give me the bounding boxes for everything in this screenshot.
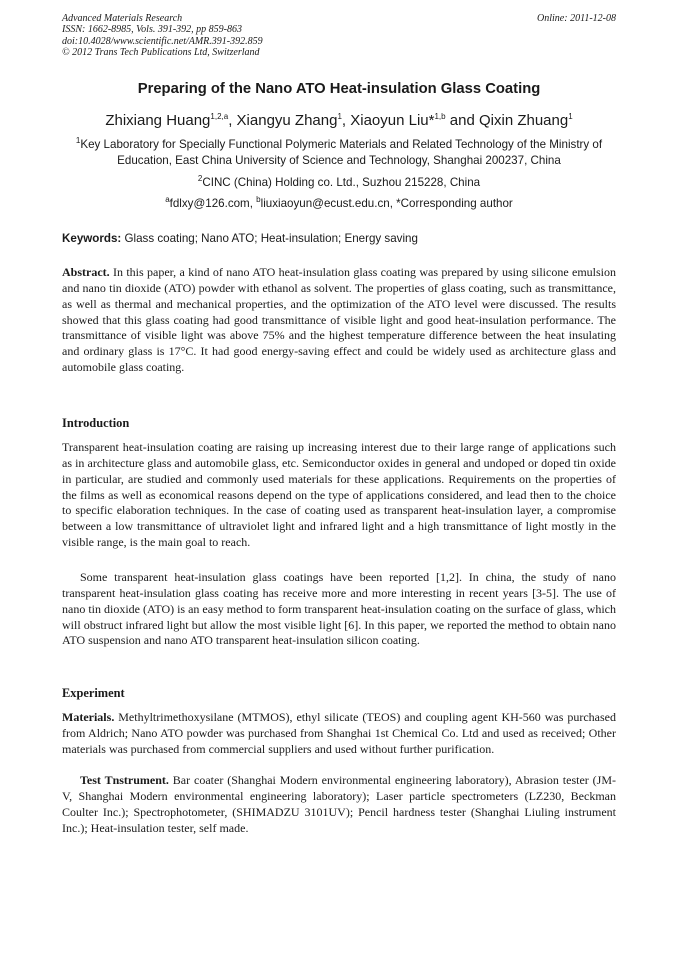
issn-line: ISSN: 1662-8985, Vols. 391-392, pp 859-863: [62, 24, 242, 36]
author-superscript: 1,2,a: [210, 112, 229, 121]
materials-label: Materials.: [62, 710, 115, 724]
introduction-paragraph-2: Some transparent heat-insulation glass coatings have been reported [1,2]. In china, the study of nano transparent heat-insulation glass coating has receive more and more interesting in recent years [3-5]. The use of nano tin dioxide (ATO) is an easy method to form transparent heat-insulation coating on the surface of glass, which will obstruct infrared light but allow the most visible light [6]. In this paper, we reported the method to obtain nano ATO suspension and nano ATO transparent heat-insulation silicon coating.: [62, 570, 616, 648]
author-name: Zhixiang Huang: [105, 112, 211, 129]
abstract: [62, 265, 616, 376]
paper-title: Preparing of the Nano ATO Heat-insulation Glass Coating: [137, 81, 541, 97]
author-name: Xiangyu Zhang: [236, 112, 338, 129]
author-separator: and: [445, 112, 479, 129]
author-separator: ,: [228, 112, 237, 129]
email-marker: a: [165, 195, 170, 205]
affiliation-text: CINC (China) Holding co. Ltd., Suzhou 215228, China: [202, 176, 481, 189]
introduction-paragraph-1: Transparent heat-insulation coating are raising up increasing interest due to their large range of applications such as in architecture glass and automobile glass, etc. Semiconductor oxides in general and undoped or doped tin oxide in particular, are studied and commonly used materials for these applications. Requirements on the properties of the films as well as economical reasons depend on the type of applications considered, and lead then to the choice to specific elaboration techniques. In the case of coating used as transparent heat-insulation layer, a compromise between a low transmittance of ultraviolet light and infrared light and a high transmittance of light mostly in the visible range, is the main goal to reach.: [62, 440, 616, 550]
email-text: fdlxy@126.com,: [169, 197, 257, 210]
abstract-label: Abstract.: [62, 265, 110, 279]
author-superscript: 1: [568, 112, 573, 121]
email-text: liuxiaoyun@ecust.edu.cn, *Corresponding author: [260, 197, 513, 210]
author-superscript: 1: [337, 112, 342, 121]
affiliation-text: Key Laboratory for Specially Functional Polymeric Materials and Related Technology of the Ministry of Education, East China University of Science and Technology, Shanghai 200237, China: [80, 138, 603, 167]
instrument-text: Bar coater (Shanghai Modern environmental engineering laboratory), Abrasion tester (JM-V, Shanghai Modern environmental engineering laboratory); Laser particle spectrometers (LZ230, Beckman Coulter Inc.); Spectrophotometer, (SHIMADZU 3101UV); Pencil hardness tester (Shanghai Liuling instrument Inc.); Heat-insulation tester, self made.: [62, 773, 616, 835]
instrument-label: Test Tnstrument.: [80, 773, 169, 787]
affiliation-2: [62, 175, 616, 191]
email-marker: b: [256, 195, 261, 205]
author-name: Qixin Zhuang: [478, 112, 569, 129]
journal-header: [62, 13, 616, 58]
section-heading-introduction: Introduction: [62, 416, 130, 430]
copyright-line: © 2012 Trans Tech Publications Ltd, Switzerland: [62, 46, 260, 58]
author-separator: ,: [341, 112, 351, 129]
author-name: Xiaoyun Liu*: [350, 112, 435, 129]
keywords: [62, 232, 616, 245]
keywords-text: Glass coating; Nano ATO; Heat-insulation; Energy saving: [121, 232, 418, 245]
affiliation-marker: 1: [75, 136, 81, 146]
materials-text: Methyltrimethoxysilane (MTMOS), ethyl silicate (TEOS) and coupling agent KH-560 was purchased from Aldrich; Nano ATO powder was purchased from Shanghai 1st Chemical Co. Ltd and used as received; Other materials was purchased from commercial suppliers and used without further purification.: [62, 710, 616, 756]
affiliation-1: [62, 137, 616, 168]
affiliation-marker: 2: [197, 174, 203, 184]
materials-paragraph: [62, 710, 616, 758]
abstract-text: In this paper, a kind of nano ATO heat-insulation glass coating was prepared by using silicone emulsion and nano tin dioxide (ATO) powder with ethanol as solvent. The properties of glass coating, such as transmittance, as well as thermal and mechanical properties, and the optimization of the ATO level were discussed. The results showed that this glass coating had good transmittance of visible light and good heat-insulation performance. The transmittance of visible light was above 75% and the highest temperature difference between the heat insulating and ordinary glass is 17°C. It had good energy-saving effect and could be widely used as architecture glass and automobile glass coating.: [62, 265, 616, 375]
online-date: Online: 2011-12-08: [537, 13, 616, 24]
author-emails: [62, 196, 616, 212]
doi-line: doi:10.4028/www.scientific.net/AMR.391-392.859: [62, 35, 263, 47]
keywords-label: Keywords:: [62, 232, 122, 245]
instrument-paragraph: [62, 773, 616, 836]
journal-name: Advanced Materials Research: [62, 13, 183, 24]
author-list: [62, 112, 616, 129]
section-heading-experiment: Experiment: [62, 686, 125, 700]
author-superscript: 1,b: [434, 112, 446, 121]
